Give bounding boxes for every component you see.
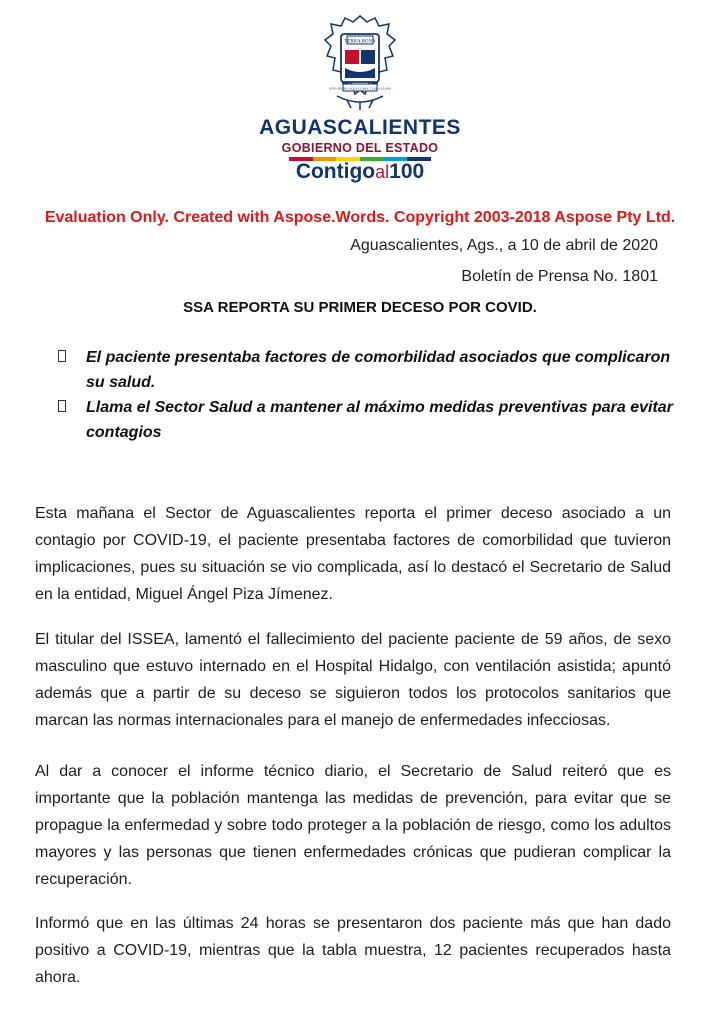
paragraph: Al dar a conocer el informe técnico diario, el Secretario de Salud reiteró que es importante que la población mantenga las medidas de prevención, para evitar que se propague la enfermedad y sobre todo proteger a la población de riesgo, como los adultos mayores y las personas que tienen enfermedades crónicas que pudieran complicar la recuperación. xyxy=(35,763,671,888)
seal-top-banner: TERRA BONA xyxy=(344,39,376,45)
slogan xyxy=(0,160,720,184)
org-name: AGUASCALIENTES xyxy=(259,116,461,139)
bullet-box-icon xyxy=(58,400,66,412)
bullet-box-icon xyxy=(58,350,66,362)
bullet-item xyxy=(56,345,676,395)
bullet-text: Llama el Sector Salud a mantener al máximo medidas preventivas para evitar contagios xyxy=(86,399,673,441)
slogan-main: Contigo xyxy=(295,160,376,183)
letterhead xyxy=(0,0,720,200)
slogan-al: al xyxy=(375,162,390,182)
coat-of-arms-icon xyxy=(317,12,403,112)
bullet-list xyxy=(56,345,676,445)
paragraph: Esta mañana el Sector de Aguascalientes reporta el primer deceso asociado a un contagio por COVID-19, el paciente presentaba factores de comorbilidad que tuvieron implicaciones, pues su situación se vio complicada, así lo destacó el Secretario de Salud en la entidad, Miguel Ángel Piza Jímenez. xyxy=(35,505,671,603)
org-subtitle: GOBIERNO DEL ESTADO xyxy=(281,141,439,155)
headline: SSA REPORTA SU PRIMER DECESO POR COVID. xyxy=(183,299,537,316)
bulletin-number: Boletín de Prensa No. 1801 xyxy=(461,268,658,285)
paragraph: Informó que en las últimas 24 horas se presentaron dos paciente más que han dado positivo a COVID-19, mientras que la tabla muestra, 12 pacientes recuperados hasta ahora. xyxy=(35,915,671,986)
slogan-number: 100 xyxy=(389,160,425,183)
bullet-item xyxy=(56,395,676,445)
paragraph: El titular del ISSEA, lamentó el fallecimiento del paciente paciente de 59 años, de sexo masculino que estuvo internado en el Hospital Hidalgo, con ventilación asistida; apuntó además que a partir de su deceso se siguieron todos los protocolos sanitarios que marcan las normas internacionales para el manejo de enfermedades infecciosas. xyxy=(35,631,671,729)
bullet-text: El paciente presentaba factores de comorbilidad asociados que complicaron su salud. xyxy=(86,349,671,391)
seal-bottom-banner: GENS PROBA, AQUA CLARA, CLARA CLARA xyxy=(329,86,391,91)
date-line: Aguascalientes, Ags., a 10 de abril de 2020 xyxy=(350,237,658,254)
evaluation-watermark: Evaluation Only. Created with Aspose.Words. Copyright 2003-2018 Aspose Pty Ltd. xyxy=(44,209,676,226)
